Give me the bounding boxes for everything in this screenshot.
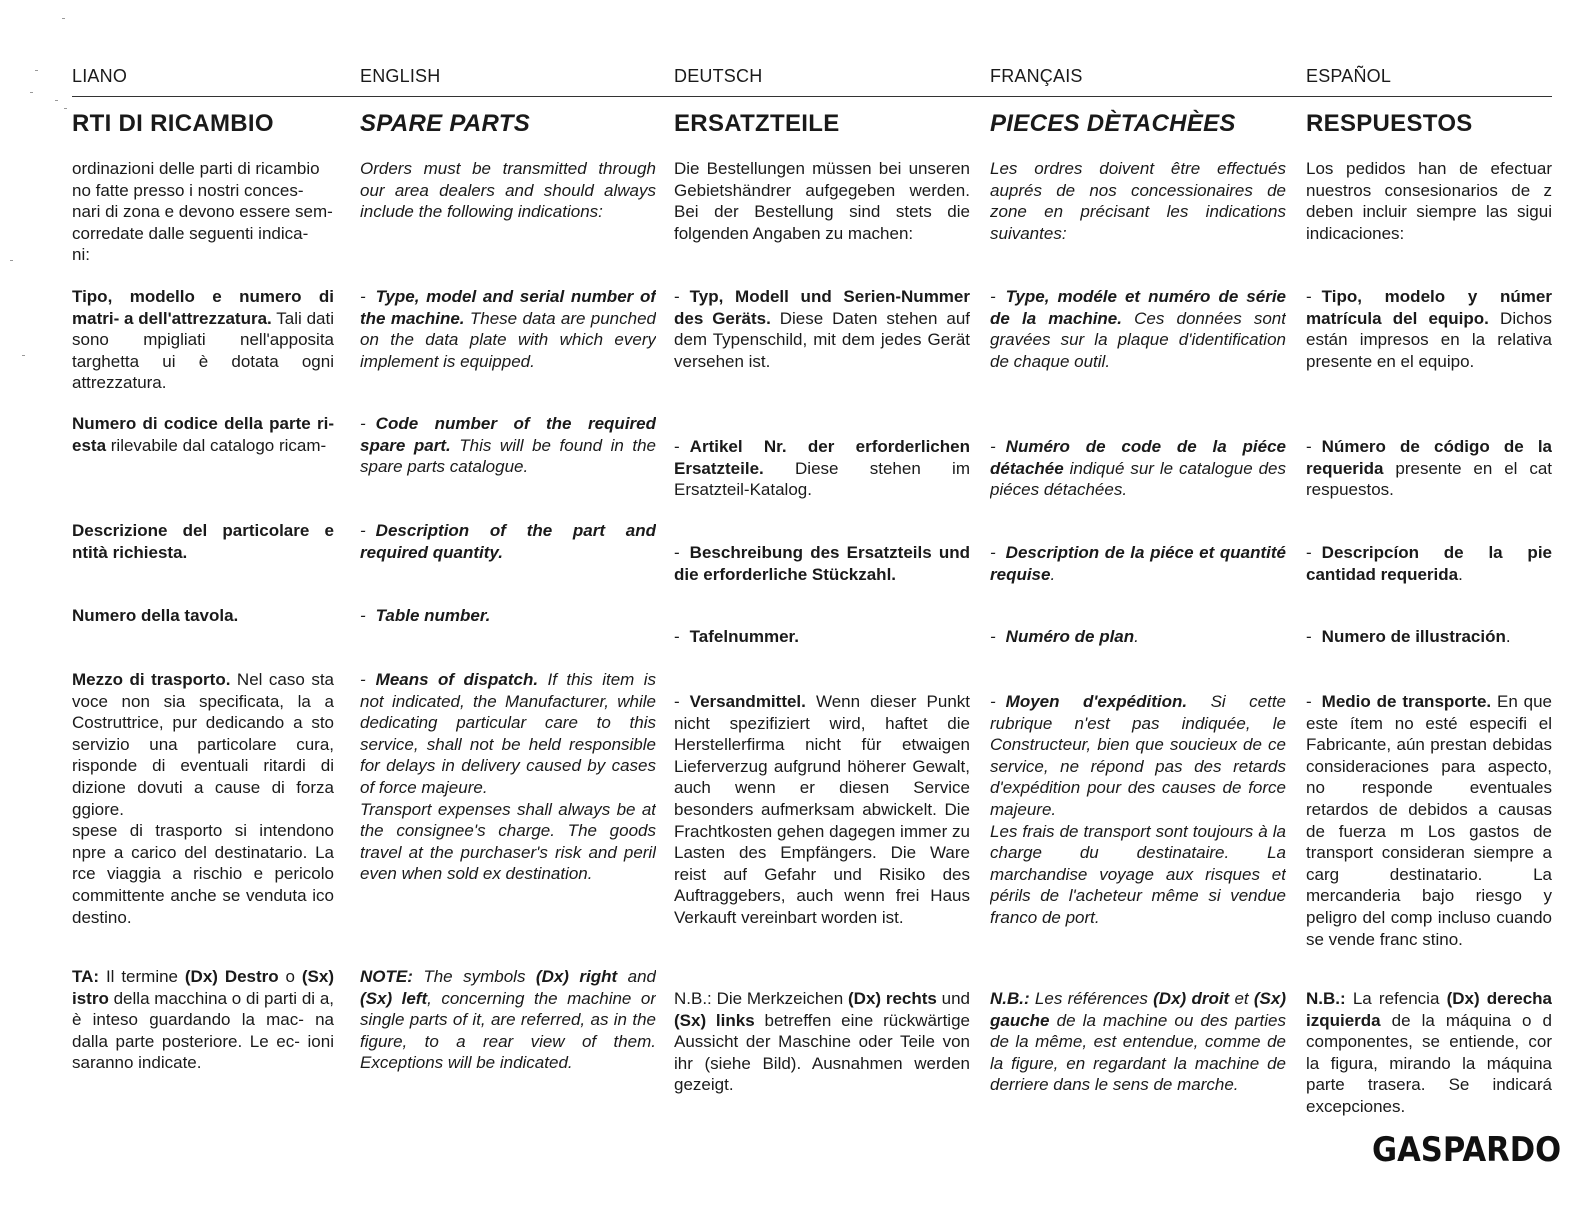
language-heading: FRANÇAIS: [990, 66, 1083, 86]
item-code: Numero di codice della parte ri- esta rilevabile dal catalogo ricam-: [72, 414, 334, 455]
item-table: - Numéro de plan.: [990, 627, 1139, 646]
item-model: Tipo, modello e numero di matri- a dell'attrezzatura. Tali dati sono mpigliati nell'apposita targhetta ui è dotata ogni attrezzatura.: [72, 287, 334, 393]
item-code: - Artikel Nr. der erforderlichen Ersatzteile. Diese stehen im Ersatzteil-Katalog.: [674, 437, 970, 500]
section-title: ERSATZTEILE: [674, 110, 840, 137]
item-table: - Table number.: [360, 606, 491, 625]
item-model: - Type, modéle et numéro de série de la machine. Ces données sont gravées sur la plaque d'identification de chaque outil.: [990, 287, 1286, 371]
note-paragraph: NOTE: The symbols (Dx) right and (Sx) left, concerning the machine or single parts of it, are referred, as in the figure, to a rear view of them. Exceptions will be indicated.: [360, 967, 656, 1073]
note-paragraph: N.B.: Die Merkzeichen (Dx) rechts und (Sx) links betreffen eine rückwärtige Aussicht der Maschine oder Teile von ihr (siehe Bild). Ausnahmen werden gezeigt.: [674, 989, 970, 1095]
note-paragraph: TA: Il termine (Dx) Destro o (Sx) istro della macchina o di parti di a, è inteso guardando la mac- na dalla parte posteriore. Le ec- ioni saranno indicate.: [72, 967, 334, 1073]
item-dispatch: - Means of dispatch. If this item is not indicated, the Manufacturer, while dedicating particular care to this service, shall not be held responsible for delays in delivery caused by cases of force majeure. Transport expenses shall always be at the consignee's charge. The goods travel at the purchaser's risk and peril even when sold ex destination.: [360, 670, 656, 884]
item-description: - Beschreibung des Ersatzteils und die erforderliche Stückzahl.: [674, 543, 970, 584]
intro-paragraph: ordinazioni delle parti di ricambio no fatte presso i nostri conces- nari di zona e devono essere sem- corredate dalle seguenti indica- ni:: [72, 159, 333, 265]
intro-paragraph: Les ordres doivent être effectués auprés de nos concessionaires de zone en précisant les indications suivantes:: [990, 159, 1286, 243]
section-title: PIECES DÈTACHÈES: [990, 110, 1236, 137]
language-heading: LIANO: [72, 66, 128, 86]
item-model: - Tipo, modelo y númer matrícula del equipo. Dichos están impresos en la relativa presente en el equipo.: [1306, 287, 1552, 371]
intro-paragraph: Die Bestellungen müssen bei unseren Gebietshändrer aufgegeben werden. Bei der Bestellung sind stets die folgenden Angaben zu machen:: [674, 159, 970, 243]
item-model: - Typ, Modell und Serien-Nummer des Geräts. Diese Daten stehen auf dem Typenschild, mit dem jedes Gerät versehen ist.: [674, 287, 970, 371]
item-code: - Número de código de la requerida presente en el cat respuestos.: [1306, 437, 1552, 500]
item-code: - Numéro de code de la piéce détachée indiqué sur le catalogue des piéces détachées.: [990, 437, 1286, 500]
item-description: - Description of the part and required quantity.: [360, 521, 656, 562]
language-heading: ESPAÑOL: [1306, 66, 1392, 86]
item-dispatch: - Medio de transporte. En que este ítem no esté especifi el Fabricante, aún prestan debidas consideraciones para aspecto, no responde eventuales retardos de debidos a causas de fuerza m Los gastos de transport consideran siempre a carg destinatario. La mercanderia bajo riesgo y peligro del comp incluso cuando se vende franc stino.: [1306, 692, 1552, 949]
language-heading: DEUTSCH: [674, 66, 763, 86]
scan-specks: [0, 0, 70, 420]
section-title: RESPUESTOS: [1306, 110, 1473, 137]
item-code: - Code number of the required spare part. This will be found in the spare parts catalogue.: [360, 414, 656, 477]
intro-paragraph: Orders must be transmitted through our area dealers and should always include the following indications:: [360, 159, 656, 222]
item-model: - Type, model and serial number of the machine. These data are punched on the data plate with which every implement is equipped.: [360, 287, 656, 371]
section-title: RTI DI RICAMBIO: [72, 110, 274, 137]
intro-paragraph: Los pedidos han de efectuar nuestros consesionarios de z deben incluir siempre las sigui indicaciones:: [1306, 159, 1552, 243]
item-dispatch: - Versandmittel. Wenn dieser Punkt nicht spezifiziert wird, haftet die Herstellerfirma nicht für etwaigen Lieferverzug aufgrund höherer Gewalt, auch wenn er diesen Service besonders aufmerksam abwickelt. Die Frachtkosten gehen dagegen immer zu Lasten des Empfängers. Die Ware reist auf Gefahr und Risiko des Auftraggebers, auch wenn frei Haus Verkauft vereinbart worden ist.: [674, 692, 970, 927]
item-description: - Description de la piéce et quantité requise.: [990, 543, 1286, 584]
item-table: - Tafelnummer.: [674, 627, 799, 646]
note-paragraph: N.B.: Les références (Dx) droit et (Sx) gauche de la machine ou des parties de la même, est entendue, comme de la figure, en regardant la machine de derriere dans le sens de marche.: [990, 989, 1286, 1095]
column-italian: [72, 0, 334, 1228]
column-english: [360, 0, 656, 1228]
item-dispatch: - Moyen d'expédition. Si cette rubrique n'est pas indiquée, le Constructeur, bien que soucieux de ce service, ne répond pas des retards d'expédition pour des causes de force majeure. Les frais de transport sont toujours à la charge du destinataire. La marchandise voyage aux risques et périls de l'acheteur même si vendue franco de port.: [990, 692, 1286, 927]
language-heading: ENGLISH: [360, 66, 441, 86]
column-german: [674, 0, 970, 1228]
column-french: [990, 0, 1286, 1228]
column-spanish: [1306, 0, 1552, 1228]
section-title: SPARE PARTS: [360, 110, 530, 137]
item-description: - Descripcíon de la pie cantidad requerida.: [1306, 543, 1552, 584]
item-description: Descrizione del particolare e ntità richiesta.: [72, 521, 334, 562]
item-dispatch: Mezzo di trasporto. Nel caso sta voce non sia specificata, la a Costruttrice, pur dedicando a sto servizio una particolare cura, risponde di eventuali ritardi di dizione dovuti a cause di forza ggiore. spese di trasporto si intendono npre a carico del destinatario. La rce viaggia a rischio e pericolo committente anche se venduta ico destino.: [72, 670, 334, 927]
item-table: Numero della tavola.: [72, 606, 239, 625]
note-paragraph: N.B.: La refencia (Dx) derecha izquierda de la máquina o d componentes, se entiende, cor la figura, mirando la máquina parte trasera. Se indicará excepciones.: [1306, 989, 1552, 1116]
item-table: - Numero de illustración.: [1306, 627, 1511, 646]
gaspardo-logo: GASPARDO: [1372, 1130, 1562, 1170]
